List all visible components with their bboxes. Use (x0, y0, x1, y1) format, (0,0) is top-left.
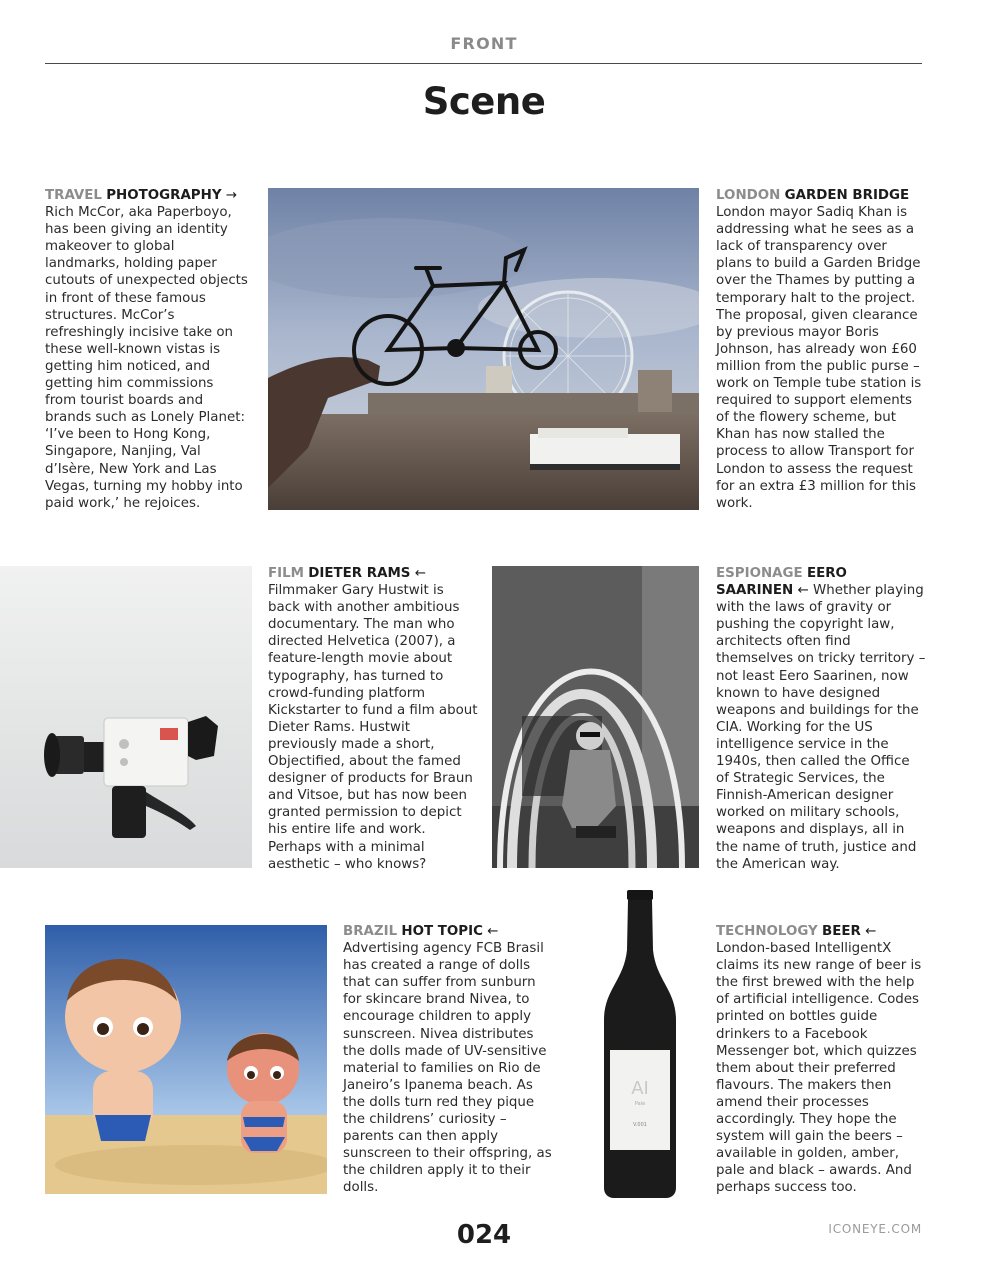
arrow-left-icon: ← (865, 924, 877, 939)
article-headline: PHOTOGRAPHY (106, 188, 222, 203)
arrow-left-icon: ← (797, 583, 809, 599)
article-body: Advertising agency FCB Brasil has created a range of dolls that can suffer from sunburn for skincare brand Nivea, to encourage children to apply sunscreen. Nivea distributes the dolls made of UV-sensitive material to families on Rio de Janeiro’s Ipanema beach. As the dolls turn red they pique the childrens’ curiosity – parents can then apply sunscreen to their offspring, as the children apply it to their dolls. (343, 941, 552, 1196)
article-kicker: TRAVEL (45, 188, 102, 203)
photo-braun-film-camera (0, 566, 252, 868)
article-brazil (343, 923, 553, 1197)
article-london (716, 187, 926, 512)
article-kicker: TECHNOLOGY (716, 924, 818, 939)
arrow-left-icon: ← (487, 924, 499, 939)
header-rule (45, 63, 922, 64)
photo-nivea-sunburn-dolls (45, 925, 327, 1194)
article-kicker: BRAZIL (343, 924, 398, 939)
article-film (268, 565, 478, 873)
article-espionage (716, 565, 926, 873)
article-kicker: FILM (268, 566, 304, 581)
bottle-label-code: V.001 (633, 1122, 647, 1128)
arrow-right-icon: → (225, 188, 238, 203)
article-headline: GARDEN BRIDGE (784, 188, 910, 203)
article-kicker: LONDON (716, 188, 781, 203)
article-headline: BEER (822, 924, 861, 939)
article-body: London-based IntelligentX claims its new range of beer is the first brewed with the help of artificial intelligence. Codes printed on bottles guide drinkers to a Facebook Messenger bot, which quizzes them about their preferred flavours. The makers then amend their processes accordingly. They hope the system will gain the beers – available in golden, amber, pale and black – awards. And perhaps success too. (716, 941, 922, 1196)
article-technology (716, 923, 926, 1197)
page-title: Scene (422, 80, 546, 123)
photo-saarinen-arch-model (492, 566, 699, 868)
article-travel (45, 187, 248, 512)
article-body: London mayor Sadiq Khan is addressing what he sees as a lack of transparency over plans to build a Garden Bridge over the Thames by putting a temporary halt to the project. The proposal, given clearance by previous mayor Boris Johnson, has already won £60 million from the public purse – work on Temple tube station is required to support elements of the flowery scheme, but Khan has now stalled the process to allow Transport for London to assess the request for an extra £3 million for this work. (716, 205, 922, 511)
section-label: FRONT (450, 34, 518, 53)
photo-bicycle-cutout-london-eye (268, 188, 699, 510)
bottle-label-variant: Pale (634, 1101, 646, 1107)
article-kicker: ESPIONAGE (716, 566, 803, 581)
article-headline: EERO SAARINEN (716, 566, 847, 599)
site-url: ICONEYE.COM (828, 1222, 922, 1236)
article-body: Rich McCor, aka Paperboyo, has been giving an identity makeover to global landmarks, holding paper cutouts of unexpected objects in front of these famous structures. McCor’s refreshingly incisive take on these well-known vistas is getting him noticed, and getting him commissions from tourist boards and brands such as Lonely Planet: ‘I’ve been to Hong Kong, Singapore, Nanjing, Val d’Isère, New York and Las Vegas, turning my hobby into paid work,’ he rejoices. (45, 205, 248, 511)
page-number: 024 (456, 1220, 512, 1250)
article-body: Filmmaker Gary Hustwit is back with another ambitious documentary. The man who directed Helvetica (2007), a feature-length movie about typography, has turned to crowd-funding platform Kickstarter to fund a film about Dieter Rams. Hustwit previously made a short, Objectified, about the famed designer of products for Braun and Vitsoe, but has now been granted permission to depict his entire life and work. Perhaps with a minimal aesthetic – who knows? (268, 583, 478, 872)
bottle-label-mark: AI (631, 1078, 649, 1099)
article-headline: HOT TOPIC (401, 924, 483, 939)
photo-ai-beer-bottle (600, 890, 680, 1198)
arrow-left-icon: ← (414, 566, 426, 581)
article-body: Whether playing with the laws of gravity or pushing the copyright law, architects often find themselves on tricky territory – not least Eero Saarinen, now known to have designed weapons and buildings for the CIA. Working for the US intelligence service in the 1940s, then called the Office of Strategic Services, the Finnish-American designer worked on military schools, weapons and displays, all in the name of truth, justice and the American way. (716, 583, 926, 872)
article-headline: DIETER RAMS (308, 566, 411, 581)
